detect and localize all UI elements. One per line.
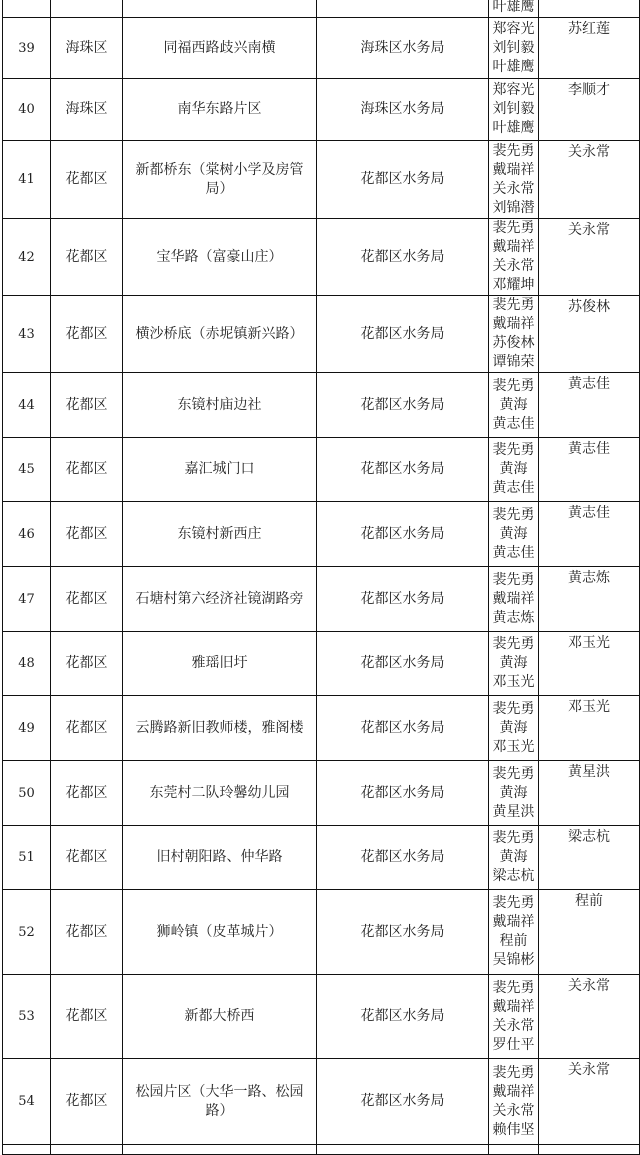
- member-name: 黄海: [499, 849, 528, 865]
- member-name: 谭锦荣: [492, 354, 535, 370]
- members-cell: [489, 373, 539, 438]
- unit-cell: 花都区水务局: [317, 696, 489, 761]
- responsible-cell: 李顺才: [539, 79, 640, 141]
- district-cell: 花都区: [51, 141, 123, 219]
- table-row: [3, 79, 640, 141]
- table-row: [3, 141, 640, 219]
- members-cell: [489, 296, 539, 373]
- member-name: 黄志佳: [492, 544, 535, 561]
- member-name: 裴先勇: [492, 506, 535, 523]
- responsible-cell: 关永常: [539, 975, 640, 1059]
- members-cell: [489, 826, 539, 890]
- members-cell: [489, 1059, 539, 1145]
- district-cell: 花都区: [51, 632, 123, 696]
- unit-cell: 花都区水务局: [317, 502, 489, 567]
- unit-cell: 花都区水务局: [317, 219, 489, 296]
- member-name: 裴先勇: [492, 297, 535, 313]
- unit-cell: 花都区水务局: [317, 826, 489, 890]
- row-number: 53: [3, 975, 51, 1059]
- member-name: 梁志杭: [492, 868, 535, 884]
- unit-cell: 花都区水务局: [317, 761, 489, 826]
- area-cell: 新都桥东（棠树小学及房管局）: [123, 141, 317, 219]
- members-cell: [489, 219, 539, 296]
- members-cell: [489, 79, 539, 141]
- member-name: 邓玉光: [492, 738, 535, 755]
- row-number: 46: [3, 502, 51, 567]
- table-row: [3, 826, 640, 890]
- members-cell: [489, 18, 539, 79]
- member-name: 裴先勇: [492, 636, 535, 652]
- responsible-cell: 黄志炼: [539, 567, 640, 632]
- member-name: 赖伟坚: [492, 1121, 535, 1138]
- member-name: 叶雄鹰: [492, 120, 535, 136]
- member-name: 裴先勇: [492, 895, 535, 911]
- district-cell: 花都区: [51, 438, 123, 502]
- row-number: 54: [3, 1059, 51, 1145]
- member-name: 黄星洪: [492, 803, 535, 820]
- area-cell: 松园片区（大华一路、松园路）: [123, 1059, 317, 1145]
- area-cell: 云腾路新旧教师楼，雅阁楼: [123, 696, 317, 761]
- unit-cell: 花都区水务局: [317, 296, 489, 373]
- responsible-cell: 邓玉光: [539, 696, 640, 761]
- area-cell: 新都大桥西: [123, 975, 317, 1059]
- district-cell: 花都区: [51, 826, 123, 890]
- area-cell: 雅瑶旧圩: [123, 632, 317, 696]
- table-row: [3, 696, 640, 761]
- table-row: [3, 18, 640, 79]
- responsible-cell: 关永常: [539, 1059, 640, 1145]
- member-name: 裴先勇: [492, 765, 535, 782]
- row-number: [3, 0, 51, 18]
- table-body: [3, 0, 640, 1155]
- area-cell: 石塘村第六经济社镜湖路旁: [123, 567, 317, 632]
- member-name: 裴先勇: [492, 571, 535, 588]
- row-number: [3, 1145, 51, 1155]
- member-name: 戴瑞祥: [492, 316, 535, 332]
- responsible-cell: 黄志佳: [539, 438, 640, 502]
- member-name: 裴先勇: [492, 979, 535, 996]
- table-row: [3, 502, 640, 567]
- member-name: 黄志佳: [492, 480, 535, 496]
- table-row: [3, 0, 640, 18]
- area-cell: [123, 0, 317, 18]
- unit-cell: 花都区水务局: [317, 975, 489, 1059]
- responsible-cell: 程前: [539, 890, 640, 975]
- district-cell: 花都区: [51, 1059, 123, 1145]
- member-name: 裴先勇: [492, 142, 535, 159]
- row-number: 45: [3, 438, 51, 502]
- members-cell: [489, 502, 539, 567]
- member-name: 黄志佳: [492, 415, 535, 432]
- district-cell: [51, 0, 123, 18]
- table-row: [3, 890, 640, 975]
- district-cell: 花都区: [51, 696, 123, 761]
- responsible-cell: 黄志佳: [539, 373, 640, 438]
- member-name: 关永常: [492, 1102, 535, 1119]
- member-name: 关永常: [492, 180, 535, 197]
- members-cell: [489, 0, 539, 18]
- area-cell: 旧村朝阳路、仲华路: [123, 826, 317, 890]
- area-cell: 东镜村新西庄: [123, 502, 317, 567]
- member-name: 叶雄鹰: [492, 58, 535, 75]
- member-name: 黄海: [499, 396, 528, 413]
- member-name: 戴瑞祥: [492, 161, 535, 178]
- members-cell: [489, 438, 539, 502]
- member-name: 裴先勇: [492, 442, 535, 458]
- area-cell: 狮岭镇（皮革城片）: [123, 890, 317, 975]
- members-cell: [489, 567, 539, 632]
- member-name: 裴先勇: [492, 700, 535, 717]
- member-name: 裴先勇: [492, 830, 535, 846]
- member-name: 黄海: [499, 655, 528, 671]
- member-name: 戴瑞祥: [492, 914, 535, 930]
- members-cell: [489, 761, 539, 826]
- district-cell: 海珠区: [51, 79, 123, 141]
- unit-cell: 海珠区水务局: [317, 79, 489, 141]
- member-name: 刘钊毅: [492, 101, 535, 117]
- district-cell: 海珠区: [51, 18, 123, 79]
- district-cell: 花都区: [51, 373, 123, 438]
- table-row: [3, 219, 640, 296]
- row-number: 42: [3, 219, 51, 296]
- responsible-cell: 邓玉光: [539, 632, 640, 696]
- district-cell: 花都区: [51, 975, 123, 1059]
- area-cell: 东镜村庙边社: [123, 373, 317, 438]
- row-number: 40: [3, 79, 51, 141]
- table-row: [3, 1059, 640, 1145]
- member-name: 罗仕平: [492, 1036, 535, 1053]
- district-cell: 花都区: [51, 502, 123, 567]
- row-number: 50: [3, 761, 51, 826]
- member-name: 裴先勇: [492, 220, 535, 236]
- area-cell: 同福西路歧兴南横: [123, 18, 317, 79]
- responsible-cell: 梁志杭: [539, 826, 640, 890]
- area-cell: 嘉汇城门口: [123, 438, 317, 502]
- member-name: 黄海: [499, 784, 528, 801]
- member-name: 戴瑞祥: [492, 998, 535, 1015]
- responsible-cell: 黄志佳: [539, 502, 640, 567]
- member-name: 裴先勇: [492, 1064, 535, 1081]
- member-name: 邓玉光: [492, 674, 535, 690]
- responsible-cell: 苏红莲: [539, 18, 640, 79]
- row-number: 43: [3, 296, 51, 373]
- row-number: 49: [3, 696, 51, 761]
- unit-cell: 花都区水务局: [317, 1059, 489, 1145]
- waterlogging-responsibility-table: [2, 0, 640, 1155]
- row-number: 52: [3, 890, 51, 975]
- row-number: 48: [3, 632, 51, 696]
- members-cell: [489, 632, 539, 696]
- responsible-cell: 苏俊林: [539, 296, 640, 373]
- member-name: 黄海: [499, 461, 528, 477]
- members-cell: [489, 975, 539, 1059]
- area-cell: 东莞村二队玲馨幼儿园: [123, 761, 317, 826]
- member-name: 黄志炼: [492, 609, 535, 626]
- member-name: 邓耀坤: [492, 277, 535, 293]
- table-row: [3, 632, 640, 696]
- area-cell: 横沙桥底（赤坭镇新兴路）: [123, 296, 317, 373]
- responsible-cell: 关永常: [539, 141, 640, 219]
- member-name: 吴锦彬: [492, 952, 535, 968]
- district-cell: [51, 1145, 123, 1155]
- unit-cell: 花都区水务局: [317, 438, 489, 502]
- responsible-cell: [539, 1145, 640, 1155]
- table-row: [3, 373, 640, 438]
- area-cell: [123, 1145, 317, 1155]
- table-row: [3, 567, 640, 632]
- member-name: 黄海: [499, 525, 528, 542]
- responsible-cell: 黄星洪: [539, 761, 640, 826]
- members-cell: [489, 1145, 539, 1155]
- members-cell: [489, 890, 539, 975]
- responsible-cell: 关永常: [539, 219, 640, 296]
- table-row: [3, 296, 640, 373]
- district-cell: 花都区: [51, 890, 123, 975]
- unit-cell: 花都区水务局: [317, 141, 489, 219]
- member-name: 黄海: [499, 719, 528, 736]
- unit-cell: 花都区水务局: [317, 890, 489, 975]
- unit-cell: 海珠区水务局: [317, 18, 489, 79]
- table-row: [3, 975, 640, 1059]
- row-number: 39: [3, 18, 51, 79]
- table-row: [3, 761, 640, 826]
- unit-cell: [317, 1145, 489, 1155]
- member-name: 刘钊毅: [492, 39, 535, 56]
- members-cell: [489, 696, 539, 761]
- unit-cell: [317, 0, 489, 18]
- unit-cell: 花都区水务局: [317, 373, 489, 438]
- member-name: 戴瑞祥: [492, 590, 535, 607]
- member-name: 裴先勇: [492, 377, 535, 394]
- area-cell: 南华东路片区: [123, 79, 317, 141]
- row-number: 44: [3, 373, 51, 438]
- member-name: 苏俊林: [492, 335, 535, 351]
- area-cell: 宝华路（富豪山庄）: [123, 219, 317, 296]
- member-name: 叶雄鹰: [492, 0, 535, 15]
- unit-cell: 花都区水务局: [317, 632, 489, 696]
- member-name: 郑容光: [492, 82, 535, 98]
- member-name: 戴瑞祥: [492, 1083, 535, 1100]
- district-cell: 花都区: [51, 296, 123, 373]
- responsible-cell: [539, 0, 640, 18]
- table-row: [3, 438, 640, 502]
- row-number: 51: [3, 826, 51, 890]
- unit-cell: 花都区水务局: [317, 567, 489, 632]
- member-name: 郑容光: [492, 20, 535, 37]
- table-row: [3, 1145, 640, 1155]
- member-name: 戴瑞祥: [492, 239, 535, 255]
- member-name: 关永常: [492, 1017, 535, 1034]
- member-name: 刘锦潜: [492, 199, 535, 216]
- district-cell: 花都区: [51, 567, 123, 632]
- members-cell: [489, 141, 539, 219]
- row-number: 41: [3, 141, 51, 219]
- district-cell: 花都区: [51, 761, 123, 826]
- member-name: 程前: [499, 933, 528, 949]
- row-number: 47: [3, 567, 51, 632]
- district-cell: 花都区: [51, 219, 123, 296]
- member-name: 关永常: [492, 258, 535, 274]
